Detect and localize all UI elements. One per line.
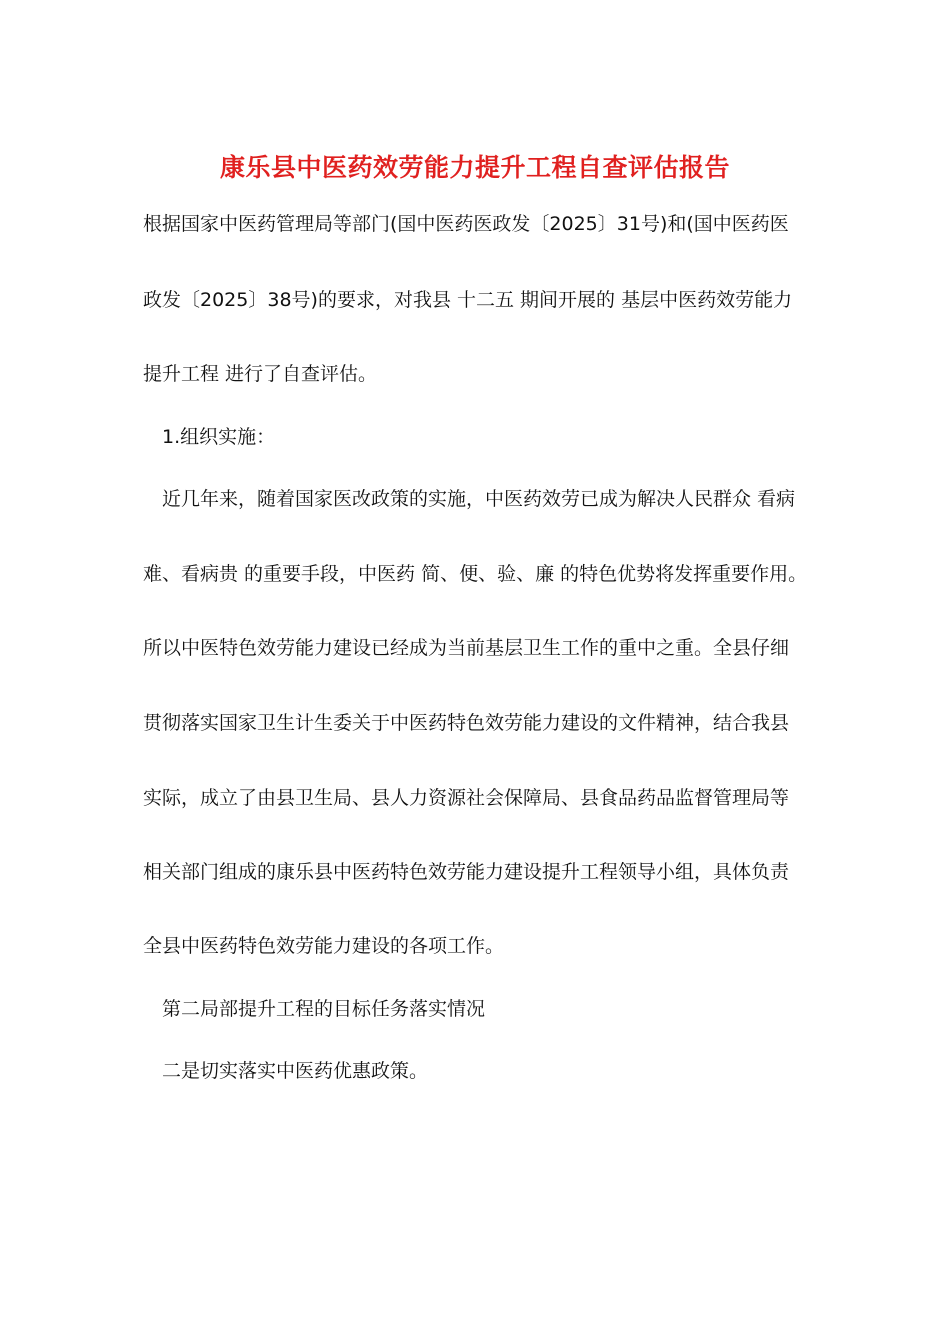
paragraph-line: 所以中医特色效劳能力建设已经成为当前基层卫生工作的重中之重。全县仔细 (143, 637, 790, 659)
paragraph-line: 提升工程 进行了自查评估。 (143, 363, 378, 385)
section-heading: 第二局部提升工程的目标任务落实情况 (162, 998, 486, 1020)
paragraph-line: 全县中医药特色效劳能力建设的各项工作。 (143, 935, 505, 957)
section-heading: 1.组织实施： (162, 426, 276, 448)
paragraph-line: 相关部门组成的康乐县中医药特色效劳能力建设提升工程领导小组，具体负责 (143, 861, 790, 883)
paragraph-line: 贯彻落实国家卫生计生委关于中医药特色效劳能力建设的文件精神，结合我县 (143, 712, 790, 734)
paragraph-line: 难、看病贵 的重要手段，中医药 简、便、验、廉 的特色优势将发挥重要作用。 (143, 563, 808, 585)
paragraph-line: 二是切实落实中医药优惠政策。 (162, 1060, 429, 1082)
document-title: 康乐县中医药效劳能力提升工程自查评估报告 (219, 153, 730, 182)
paragraph-line: 政发〔2025〕38号)的要求，对我县 十二五 期间开展的 基层中医药效劳能力 (143, 289, 793, 311)
paragraph-line: 根据国家中医药管理局等部门(国中医药医政发〔2025〕31号)和(国中医药医 (143, 213, 789, 235)
paragraph-line: 实际，成立了由县卫生局、县人力资源社会保障局、县食品药品监督管理局等 (143, 787, 790, 809)
paragraph-line: 近几年来，随着国家医改政策的实施，中医药效劳已成为解决人民群众 看病 (162, 488, 796, 510)
